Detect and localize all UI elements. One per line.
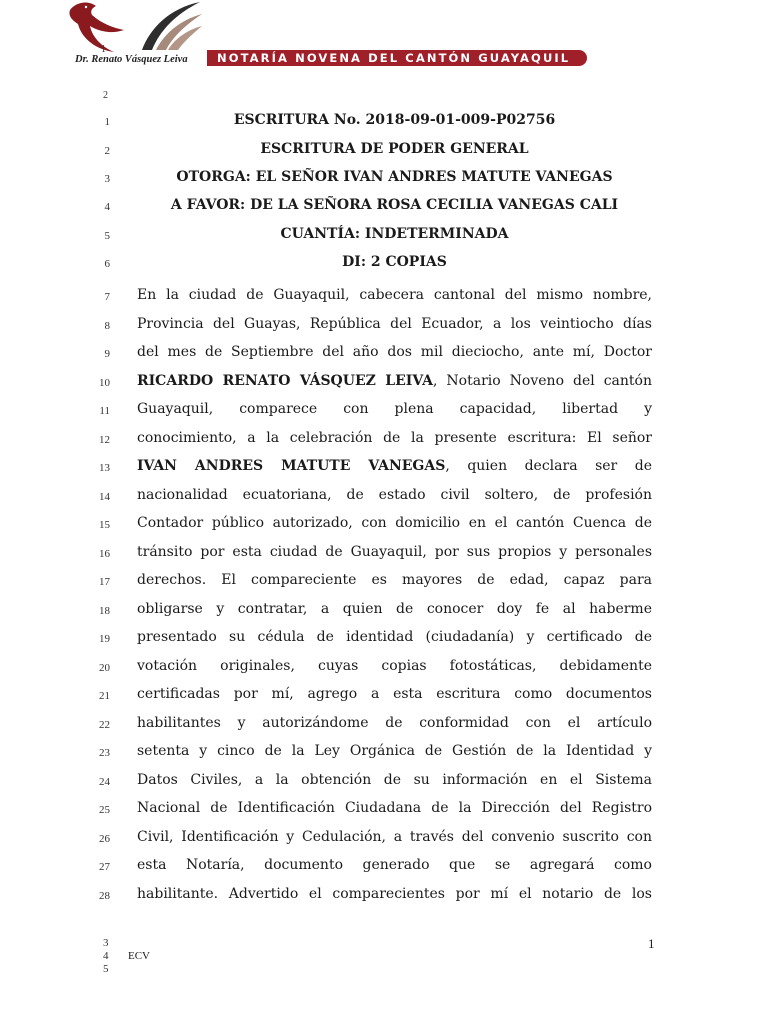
footer-margin-number: 3 (103, 937, 109, 949)
header-margin-number: 2 (103, 90, 108, 101)
body-line: Provincia del Guayas, República del Ecuador, a los veintiocho días (137, 316, 652, 332)
notary-name: NOTARÍA NOVENA DEL CANTÓN GUAYAQUIL (217, 51, 571, 65)
page-header (0, 0, 768, 100)
line-number: 2 (104, 145, 110, 157)
line-number: 15 (99, 519, 110, 531)
body-line: Nacional de Identificación Ciudadana de la Dirección del Registro (137, 800, 652, 816)
line-number: 23 (99, 747, 110, 759)
line-number: 19 (99, 633, 110, 645)
notary-banner (207, 50, 587, 66)
body-line: certificadas por mí, agrego a esta escritura como documentos (137, 686, 652, 702)
line-number: 27 (99, 861, 110, 873)
line-number: 10 (99, 377, 110, 389)
page-number: 1 (648, 936, 655, 951)
body-line-rest: , quien declara ser de (445, 458, 652, 474)
body-line: setenta y cinco de la Ley Orgánica de Gestión de la Identidad y (137, 743, 652, 759)
body-line: habilitantes y autorizándome de conformidad con el artículo (137, 715, 652, 731)
grantor-title: OTORGA: EL SEÑOR IVAN ANDRES MATUTE VANEGAS (176, 169, 613, 185)
body-line: Civil, Identificación y Cedulación, a través del convenio suscrito con (137, 829, 652, 845)
body-line: habilitante. Advertido el comparecientes por mí el notario de los (137, 886, 652, 902)
body-line: Contador público autorizado, con domicilio en el cantón Cuenca de (137, 515, 652, 531)
line-number: 8 (104, 320, 110, 332)
beneficiary-title: A FAVOR: DE LA SEÑORA ROSA CECILIA VANEGAS CALI (170, 197, 619, 213)
footer-initials: ECV (128, 950, 150, 962)
line-number: 12 (99, 434, 110, 446)
line-number: 7 (104, 291, 110, 303)
body-line: derechos. El compareciente es mayores de edad, capaz para (137, 572, 652, 588)
line-number: 26 (99, 833, 110, 845)
line-number: 24 (99, 776, 110, 788)
notary-full-name: RICARDO RENATO VÁSQUEZ LEIVA (137, 373, 433, 389)
line-number: 5 (104, 230, 110, 242)
amount-title: CUANTÍA: INDETERMINADA (280, 226, 509, 242)
line-number: 28 (99, 890, 110, 902)
line-number: 16 (99, 548, 110, 560)
header-margin-number: 1 (101, 44, 106, 55)
line-number: 3 (104, 173, 110, 185)
body-line (137, 458, 652, 474)
body-line: tránsito por esta ciudad de Guayaquil, por sus propios y personales (137, 544, 652, 560)
line-number: 22 (99, 719, 110, 731)
line-number: 4 (104, 201, 110, 213)
body-line: En la ciudad de Guayaquil, cabecera cantonal del mismo nombre, (137, 287, 652, 303)
body-line: Datos Civiles, a la obtención de su información en el Sistema (137, 772, 652, 788)
body-line: obligarse y contratar, a quien de conocer doy fe al haberme (137, 601, 652, 617)
line-number: 21 (99, 690, 110, 702)
body-line: nacionalidad ecuatoriana, de estado civil soltero, de profesión (137, 487, 652, 503)
footer-margin-number: 4 (103, 950, 109, 962)
footer-margin-number: 5 (103, 963, 109, 975)
body-line: del mes de Septiembre del año dos mil dieciocho, ante mí, Doctor (137, 344, 652, 360)
deed-number-title: ESCRITURA No. 2018-09-01-009-P02756 (233, 112, 556, 128)
line-number: 1 (104, 116, 110, 128)
notary-logo-icon (62, 0, 212, 60)
line-number: 14 (99, 491, 110, 503)
body-line: esta Notaría, documento generado que se agregará como (137, 857, 652, 873)
body-line (137, 373, 652, 389)
grantor-full-name: IVAN ANDRES MATUTE VANEGAS (137, 458, 446, 474)
line-number: 20 (99, 662, 110, 674)
notary-signature: Dr. Renato Vásquez Leiva (75, 54, 188, 65)
line-number: 13 (99, 462, 110, 474)
line-number: 17 (99, 576, 110, 588)
line-number: 18 (99, 605, 110, 617)
copies-title: DI: 2 COPIAS (342, 254, 447, 270)
line-number: 25 (99, 804, 110, 816)
body-line: Guayaquil, comparece con plena capacidad, libertad y (137, 401, 652, 417)
body-line: conocimiento, a la celebración de la presente escritura: El señor (137, 430, 652, 446)
line-number: 11 (99, 405, 110, 417)
body-line: votación originales, cuyas copias fotostáticas, debidamente (137, 658, 652, 674)
deed-type-title: ESCRITURA DE PODER GENERAL (260, 141, 529, 157)
body-line-rest: , Notario Noveno del cantón (432, 373, 652, 389)
line-number: 6 (104, 258, 110, 270)
line-number: 9 (104, 348, 110, 360)
body-line: presentado su cédula de identidad (ciudadanía) y certificado de (137, 629, 652, 645)
